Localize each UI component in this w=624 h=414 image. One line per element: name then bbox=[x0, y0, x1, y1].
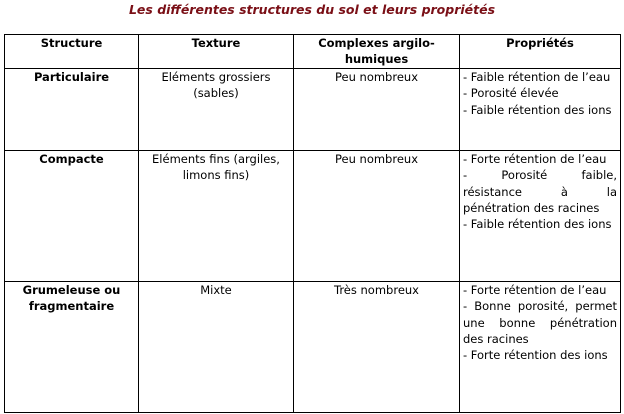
cell-texture: Mixte bbox=[139, 281, 294, 412]
header-proprietes: Propriétés bbox=[460, 35, 621, 69]
header-texture: Texture bbox=[139, 35, 294, 69]
cell-proprietes bbox=[460, 150, 621, 281]
property-item: - Faible rétention de l’eau bbox=[463, 69, 611, 84]
soil-structures-table bbox=[4, 34, 621, 413]
table-row bbox=[5, 68, 621, 150]
cell-complexes: Peu nombreux bbox=[294, 68, 460, 150]
cell-structure: Compacte bbox=[5, 150, 139, 281]
property-item: - Faible rétention des ions bbox=[463, 102, 612, 117]
cell-proprietes bbox=[460, 68, 621, 150]
table-title: Les différentes structures du sol et leurs propriétés bbox=[128, 2, 496, 17]
property-item: - Faible rétention des ions bbox=[463, 217, 612, 232]
table-row bbox=[5, 281, 621, 412]
cell-texture: Eléments grossiers (sables) bbox=[139, 68, 294, 150]
property-item: - Porosité élevée bbox=[463, 86, 559, 101]
cell-texture: Eléments fins (argiles, limons fins) bbox=[139, 150, 294, 281]
header-structure: Structure bbox=[5, 35, 139, 69]
cell-complexes: Très nombreux bbox=[294, 281, 460, 412]
property-item: - Forte rétention de l’eau bbox=[463, 282, 607, 297]
property-item: - Porosité faible, résistance à la pénétration des racines bbox=[463, 168, 617, 216]
cell-complexes: Peu nombreux bbox=[294, 150, 460, 281]
cell-proprietes bbox=[460, 281, 621, 412]
property-item: - Forte rétention de l’eau bbox=[463, 151, 607, 166]
property-item: - Forte rétention des ions bbox=[463, 348, 608, 363]
table-header-row bbox=[5, 35, 621, 69]
cell-structure: Particulaire bbox=[5, 68, 139, 150]
table-row bbox=[5, 150, 621, 281]
cell-structure: Grumeleuse ou fragmentaire bbox=[5, 281, 139, 412]
property-item: - Bonne porosité, permet une bonne pénétration des racines bbox=[463, 299, 617, 347]
header-complexes: Complexes argilo-humiques bbox=[294, 35, 460, 69]
